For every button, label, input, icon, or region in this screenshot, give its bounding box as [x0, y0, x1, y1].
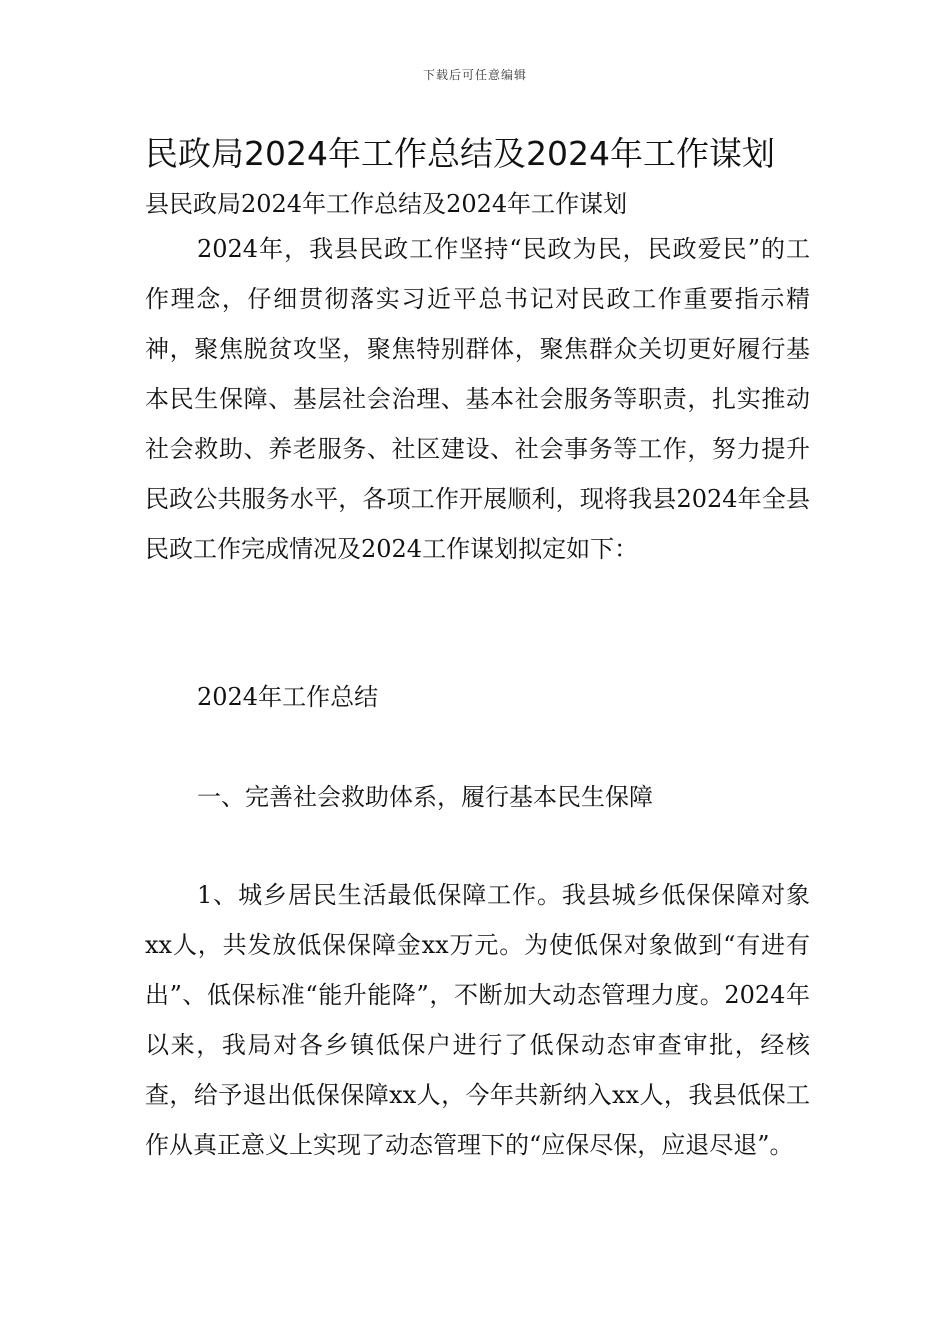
document-title: 民政局2024年工作总结及2024年工作谋划 [145, 134, 775, 173]
sub-heading: 一、完善社会救助体系，履行基本民生保障 [197, 783, 653, 811]
document-subtitle: 县民政局2024年工作总结及2024年工作谋划 [145, 190, 628, 218]
section-heading: 2024年工作总结 [197, 683, 379, 711]
item-paragraph: 1、城乡居民生活最低保障工作。我县城乡低保保障对象xx人，共发放低保保障金xx万元。为使低保对象做到“有进有出”、低保标准“能升能降”，不断加大动态管理力度。2024年以来，我局对各乡镇低保户进行了低保动态审查审批，经核查，给予退出低保保障xx人，今年共新纳入xx人，我县低保工作从真正意义上实现了动态管理下的“应保尽保，应退尽退”。 [145, 881, 810, 1159]
intro-paragraph: 2024年，我县民政工作坚持“民政为民，民政爱民”的工作理念，仔细贯彻落实习近平总书记对民政工作重要指示精神，聚焦脱贫攻坚，聚焦特别群体，聚焦群众关切更好履行基本民生保障、基层社会治理、基本社会服务等职责，扎实推动社会救助、养老服务、社区建设、社会事务等工作，努力提升民政公共服务水平，各项工作开展顺利，现将我县2024年全县民政工作完成情况及2024工作谋划拟定如下： [145, 235, 810, 563]
header-note: 下载后可任意编辑 [422, 68, 527, 82]
